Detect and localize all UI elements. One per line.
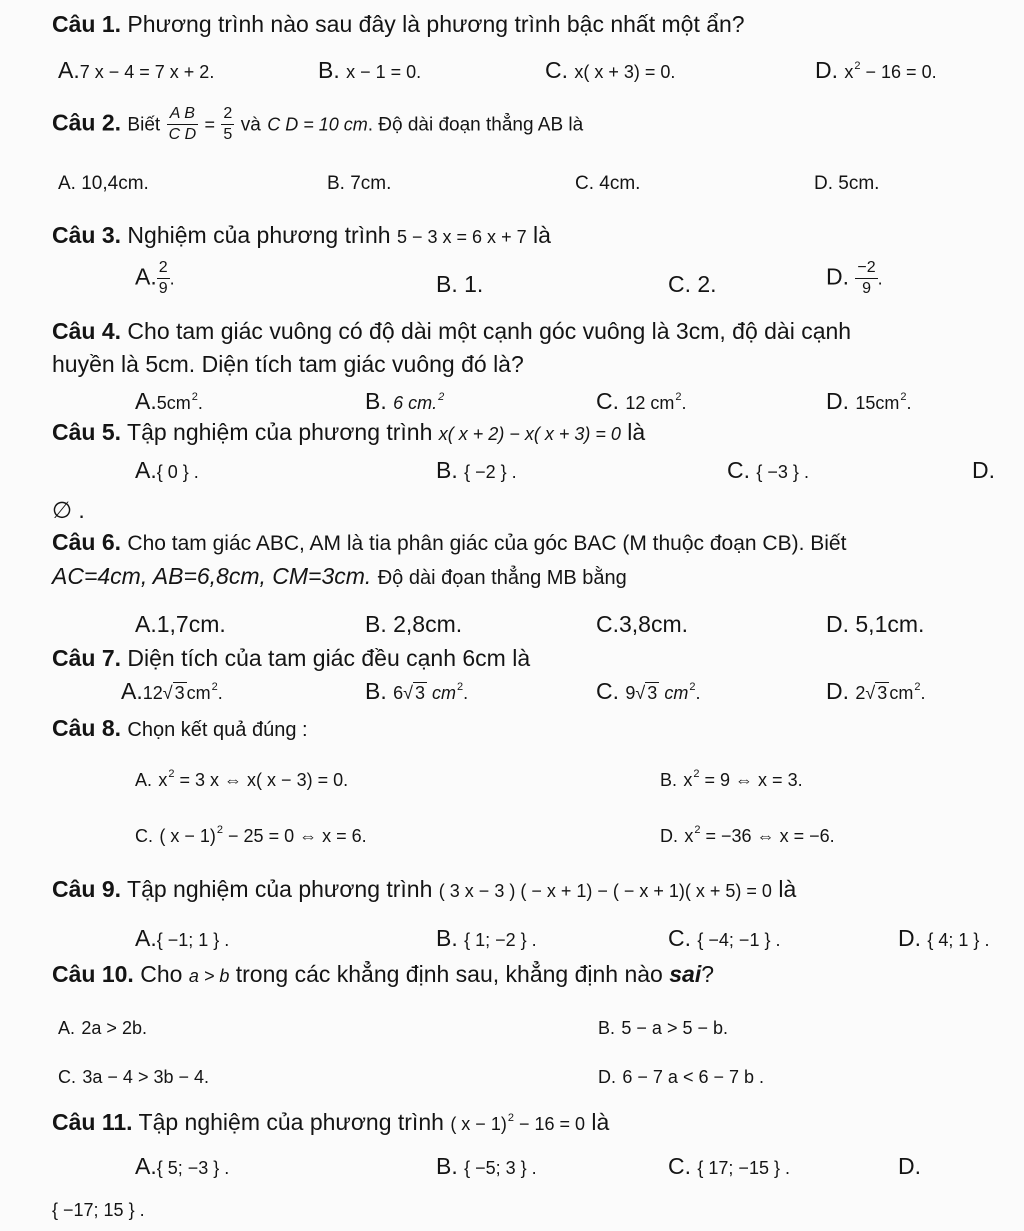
- q8-header: Câu 8. Chọn kết quả đúng :: [52, 715, 308, 741]
- q10-title: Câu 10.: [52, 961, 134, 987]
- q10-option-b: B. 5 − a > 5 − b.: [598, 1018, 728, 1038]
- q1-option-b: B. x − 1 = 0.: [318, 57, 422, 83]
- q7-option-c: C. 9√ 3 $cm^2$.: [596, 677, 700, 710]
- q2-title: Câu 2.: [52, 109, 122, 136]
- q11-option-d-label: D.: [898, 1153, 921, 1179]
- sqrt-symbol: √ 3: [635, 683, 658, 703]
- q10-header: Câu 10. Cho a > b trong các khẳng định sau, khẳng định nào sai?: [52, 961, 715, 987]
- q2-option-a: A. 10,4cm.: [58, 173, 149, 194]
- q11-title: Câu 11.: [52, 1109, 133, 1135]
- q3-option-d: D. $\frac{-2}{9}$ .: [826, 259, 883, 297]
- q9-option-b: B. { 1; −2 } .: [436, 925, 537, 951]
- q1-option-c: C. x( x + 3) = 0.: [545, 57, 676, 83]
- sqrt-symbol: √ 3: [162, 683, 185, 703]
- q8-option-b: B. $x^2 = 9$ ⇔ x = 3.: [660, 768, 803, 790]
- q1-text: Phương trình nào sau đây là phương trình bậc nhất một ẩn?: [127, 11, 745, 37]
- q2-fraction-ab-cd: $\frac{\text{A B}}{\text{C D}}$: [168, 105, 197, 143]
- q9-option-c: C. { −4; −1 } .: [668, 925, 781, 951]
- q10-option-c: C. 3a − 4 > 3b − 4.: [58, 1067, 209, 1087]
- q1-title: Câu 1.: [52, 11, 122, 37]
- q9-title: Câu 9.: [52, 876, 122, 902]
- q5-option-a: A.{ 0 } .: [135, 457, 199, 483]
- q6-option-b: B. 2,8cm.: [365, 611, 463, 637]
- q1-header: [52, 10, 745, 38]
- q4-option-d: D. $15cm^2$.: [826, 388, 912, 414]
- q4-option-c: C. 12 $cm^2$.: [596, 388, 687, 414]
- q3-option-b: B. 1.: [436, 271, 484, 297]
- q4-title: Câu 4.: [52, 318, 122, 344]
- q11-option-a: A.{ 5; −3 } .: [135, 1153, 230, 1179]
- q8-option-a: A. $x^2 = 3$ x ⇔ x( x − 3) = 0.: [135, 768, 349, 790]
- q5-option-b: B. { −2 } .: [436, 457, 517, 483]
- q11-option-d: { −17; 15 } .: [52, 1200, 145, 1220]
- q3-option-a: A. $\frac{2}{9}$ .: [135, 259, 175, 297]
- q10-option-a: A. 2a > 2b.: [58, 1018, 147, 1038]
- q4-text-line1: Câu 4. Cho tam giác vuông có độ dài một cạnh góc vuông là 3cm, độ dài cạnh: [52, 318, 852, 344]
- q7-option-b: B. 6√ 3 $cm^2$.: [365, 677, 468, 710]
- q7-header: Câu 7. Diện tích của tam giác đều cạnh 6cm là: [52, 645, 531, 671]
- q2-fraction-2-5: $\frac{2}{5}$: [223, 105, 233, 143]
- q3-title: Câu 3.: [52, 222, 122, 248]
- q7-title: Câu 7.: [52, 645, 122, 671]
- q6-option-c: C.3,8cm.: [596, 611, 689, 637]
- q7-option-d: D. 2√ 3 $cm^2$.: [826, 677, 925, 710]
- q5-title: Câu 5.: [52, 419, 122, 445]
- q5-option-d-label: D.: [972, 457, 995, 483]
- q11-header: Câu 11. Tập nghiệm của phương trình ( x − 1)$^2$ − 16 = 0 là: [52, 1109, 610, 1135]
- q9-option-d: D. { 4; 1 } .: [898, 925, 990, 951]
- q11-option-c: C. { 17; −15 } .: [668, 1153, 790, 1179]
- q4-option-b: B. 6 cm.$^2$: [365, 388, 445, 414]
- q3-option-c: C. 2.: [668, 271, 717, 297]
- q6-text-line1: Câu 6. Cho tam giác ABC, AM là tia phân giác của góc BAC (M thuộc đoạn CB). Biết: [52, 529, 847, 555]
- q9-option-a: A.{ −1; 1 } .: [135, 925, 230, 951]
- sqrt-symbol: √ 3: [865, 683, 888, 703]
- sqrt-symbol: √ 3: [403, 683, 426, 703]
- q5-option-c: C. { −3 } .: [727, 457, 809, 483]
- q1-option-a: A.7 x − 4 = 7 x + 2.: [58, 57, 215, 83]
- q8-title: Câu 8.: [52, 715, 122, 741]
- q4-option-a: $A.5cm^2$.: [135, 388, 203, 414]
- q7-option-a: A.12√ 3 $cm^2$.: [121, 677, 223, 710]
- q2-option-b: B. 7cm.: [327, 173, 392, 194]
- q5-header: Câu 5. Tập nghiệm của phương trình x( x + 2) − x( x + 3) = 0 là: [52, 419, 646, 445]
- q8-option-d: D. $x^2 = -36$ ⇔ x = −6.: [660, 824, 835, 846]
- q6-option-d: D. 5,1cm.: [826, 611, 925, 637]
- q2-header: Câu 2. Biết $\frac{\text{A B}}{\text{C D}}$ = $\frac{2}{5}$ và C D = 10 cm. Độ dài đoạn thẳng AB là: [52, 105, 584, 143]
- q6-option-a: A.1,7cm.: [135, 611, 226, 637]
- q6-title: Câu 6.: [52, 529, 122, 555]
- q3-header: Câu 3. Nghiệm của phương trình 5 − 3 x = 6 x + 7 là: [52, 222, 551, 248]
- q8-option-c: C. ( x − 1)$^2$ − 25 = 0 ⇔ x = 6.: [135, 824, 367, 846]
- q10-option-d: D. 6 − 7 a < 6 − 7 b .: [598, 1067, 764, 1087]
- q9-header: Câu 9. Tập nghiệm của phương trình ( 3 x − 3 ) ( − x + 1) − ( − x + 1)( x + 5) = 0 là: [52, 876, 797, 902]
- q1-option-d: D. $x^2 - 16 = 0$.: [815, 57, 937, 83]
- q6-text-line2: AC=4cm, AB=6,8cm, CM=3cm. Độ dài đọan thẳng MB bằng: [52, 563, 627, 589]
- q4-text-line2: huyền là 5cm. Diện tích tam giác vuông đó là?: [52, 351, 524, 377]
- q11-option-b: B. { −5; 3 } .: [436, 1153, 537, 1179]
- q2-option-c: C. 4cm.: [575, 173, 641, 194]
- q2-option-d: D. 5cm.: [814, 173, 880, 194]
- q5-option-d: ∅ .: [52, 497, 85, 523]
